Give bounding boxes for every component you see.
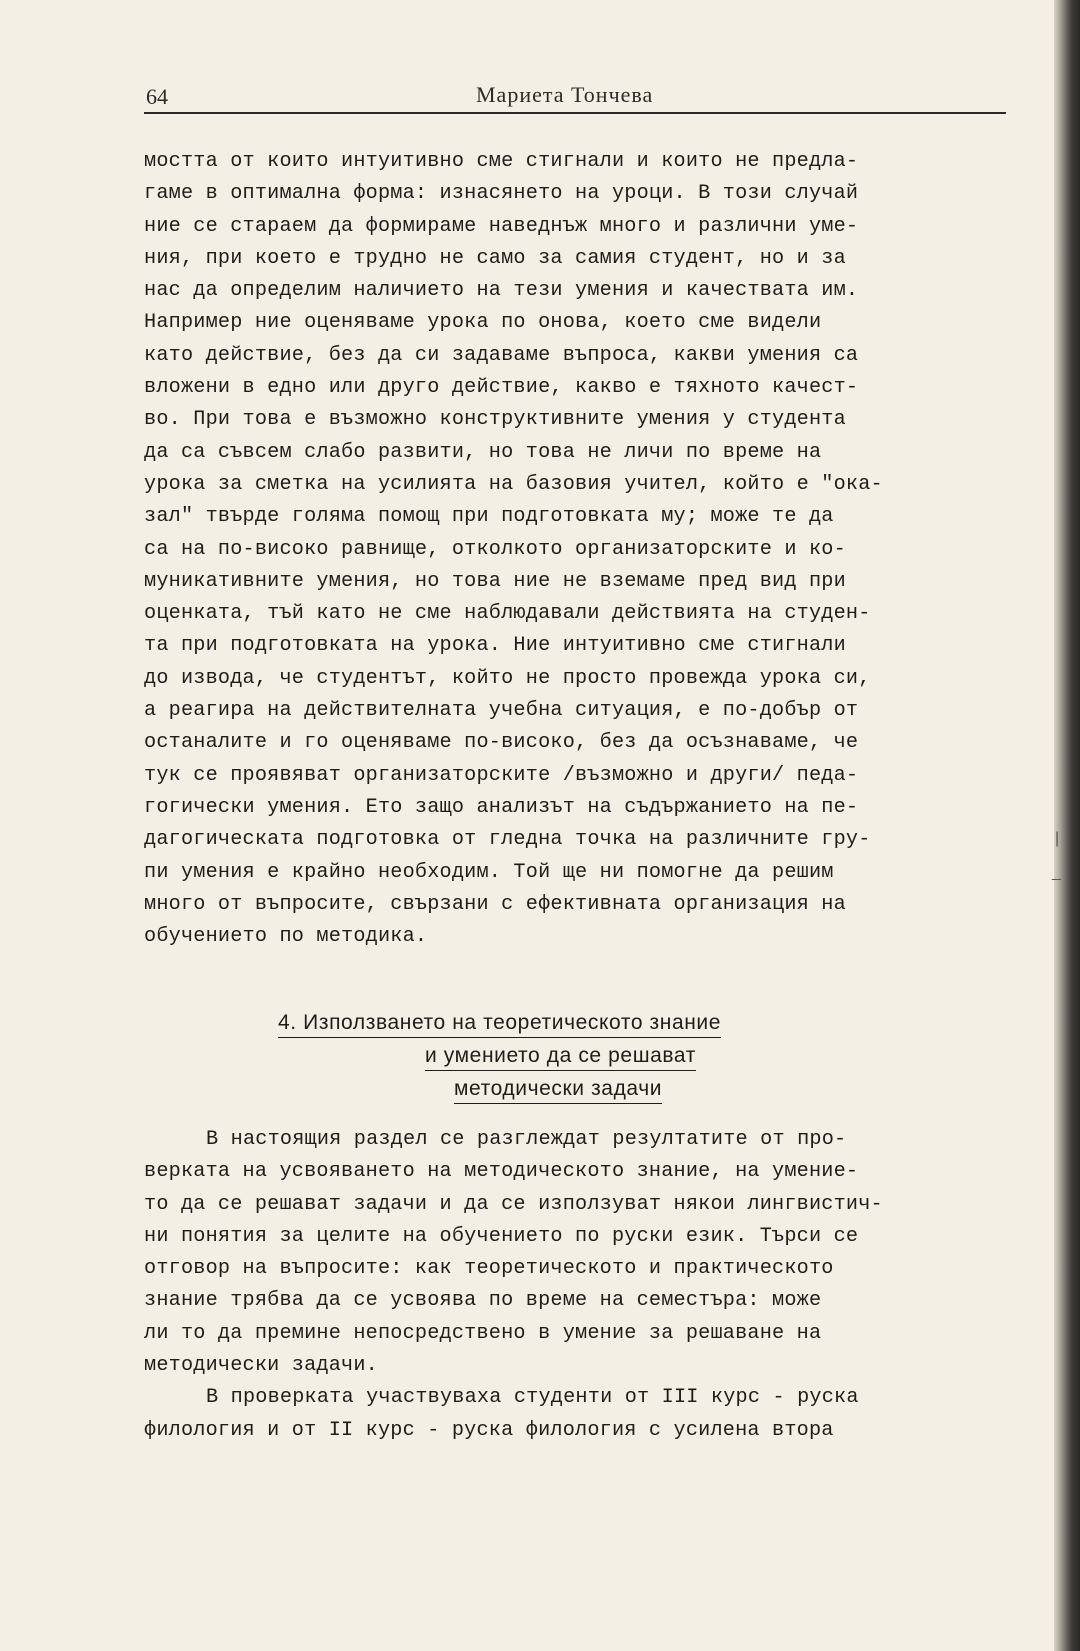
text-line: оценката, тъй като не сме наблюдавали действията на студен- [144,602,871,626]
text-line: методически задачи. [144,1354,378,1378]
text-line: тук се проявяват организаторските /възможно и други/ педа- [144,763,859,787]
text-line: мостта от които интуитивно сме стигнали и които не предла- [144,150,859,173]
book-binding-edge [1054,0,1080,1651]
text-line: гаме в оптимална форма: изнасянето на уроци. В този случай [144,182,859,206]
text-line: до извода, че студентът, който не просто провежда урока си, [144,666,871,690]
text-line: отговор на въпросите: как теоретическото и практическото [144,1257,834,1281]
text-line: филология и от II курс - руска филология с усилена втора [144,1418,834,1442]
text-line: ли то да премине непосредствено в умение за решаване на [144,1321,822,1345]
body-paragraph [144,146,1024,953]
text-line: да са съвсем слабо развити, но това не личи по време на [144,440,822,464]
text-line: вложени в едно или друго действие, какво е тяхното качест- [144,376,859,400]
section-paragraph [144,1124,1024,1447]
text-line: обучението по методика. [144,925,428,949]
text-line: Например ние оценяваме урока по онова, което сме видели [144,311,822,335]
section-heading-line: методически задачи [454,1076,662,1104]
margin-mark: _ [1052,864,1061,881]
section-heading-line: и умението да се решават [425,1043,696,1071]
margin-mark: | [1055,830,1060,847]
text-line: а реагира на действителната учебна ситуация, е по-добър от [144,699,859,723]
text-line: то да се решават задачи и да се използуват някои лингвистич- [144,1192,883,1216]
text-line: урока за сметка на усилията на базовия учител, който е "ока- [144,472,883,496]
text-line: останалите и го оценяваме по-високо, без да осъзнаваме, че [144,731,859,755]
text-line: верката на усвояването на методическото знание, на умение- [144,1160,859,1184]
text-line: во. При това е възможно конструктивните умения у студента [144,408,846,432]
text-line: като действие, без да си задаваме въпроса, какви умения са [144,343,859,367]
text-line: та при подготовката на урока. Ние интуитивно сме стигнали [144,634,846,658]
text-line: пи умения е крайно необходим. Той ще ни помогне да решим [144,860,834,884]
text-line: много от въпросите, свързани с ефективната организация на [144,892,846,916]
text-line: В настоящия раздел се разглеждат резултатите от про- [206,1128,847,1151]
text-line: ния, при което е трудно не само за самия студент, но и за [144,246,846,270]
text-line: знание трябва да се усвоява по време на семестъра: може [144,1289,822,1313]
text-line: В проверката участвуваха студенти от III курс - руска [206,1386,859,1410]
running-head-author: Мариета Тончева [476,82,654,107]
text-line: дагогическата подготовка от гледна точка на различните гру- [144,828,871,852]
text-line: ние се стараем да формираме наведнъж много и различни уме- [144,214,859,238]
text-line: ни понятия за целите на обучението по руски език. Търси се [144,1224,859,1248]
text-line: гогически умения. Ето защо анализът на съдържанието на пе- [144,795,859,819]
section-heading-line: 4. Използването на теоретическото знание [278,1010,721,1038]
running-header [144,78,1006,114]
page-number: 64 [146,84,168,109]
text-line: муникативните умения, но това ние не вземаме пред вид при [144,569,846,593]
text-line: са на по-високо равнище, отколкото организаторските и ко- [144,537,846,561]
text-line: нас да определим наличието на тези умения и качествата им. [144,279,859,303]
text-line: зал" твърде голяма помощ при подготовката му; може те да [144,505,834,529]
